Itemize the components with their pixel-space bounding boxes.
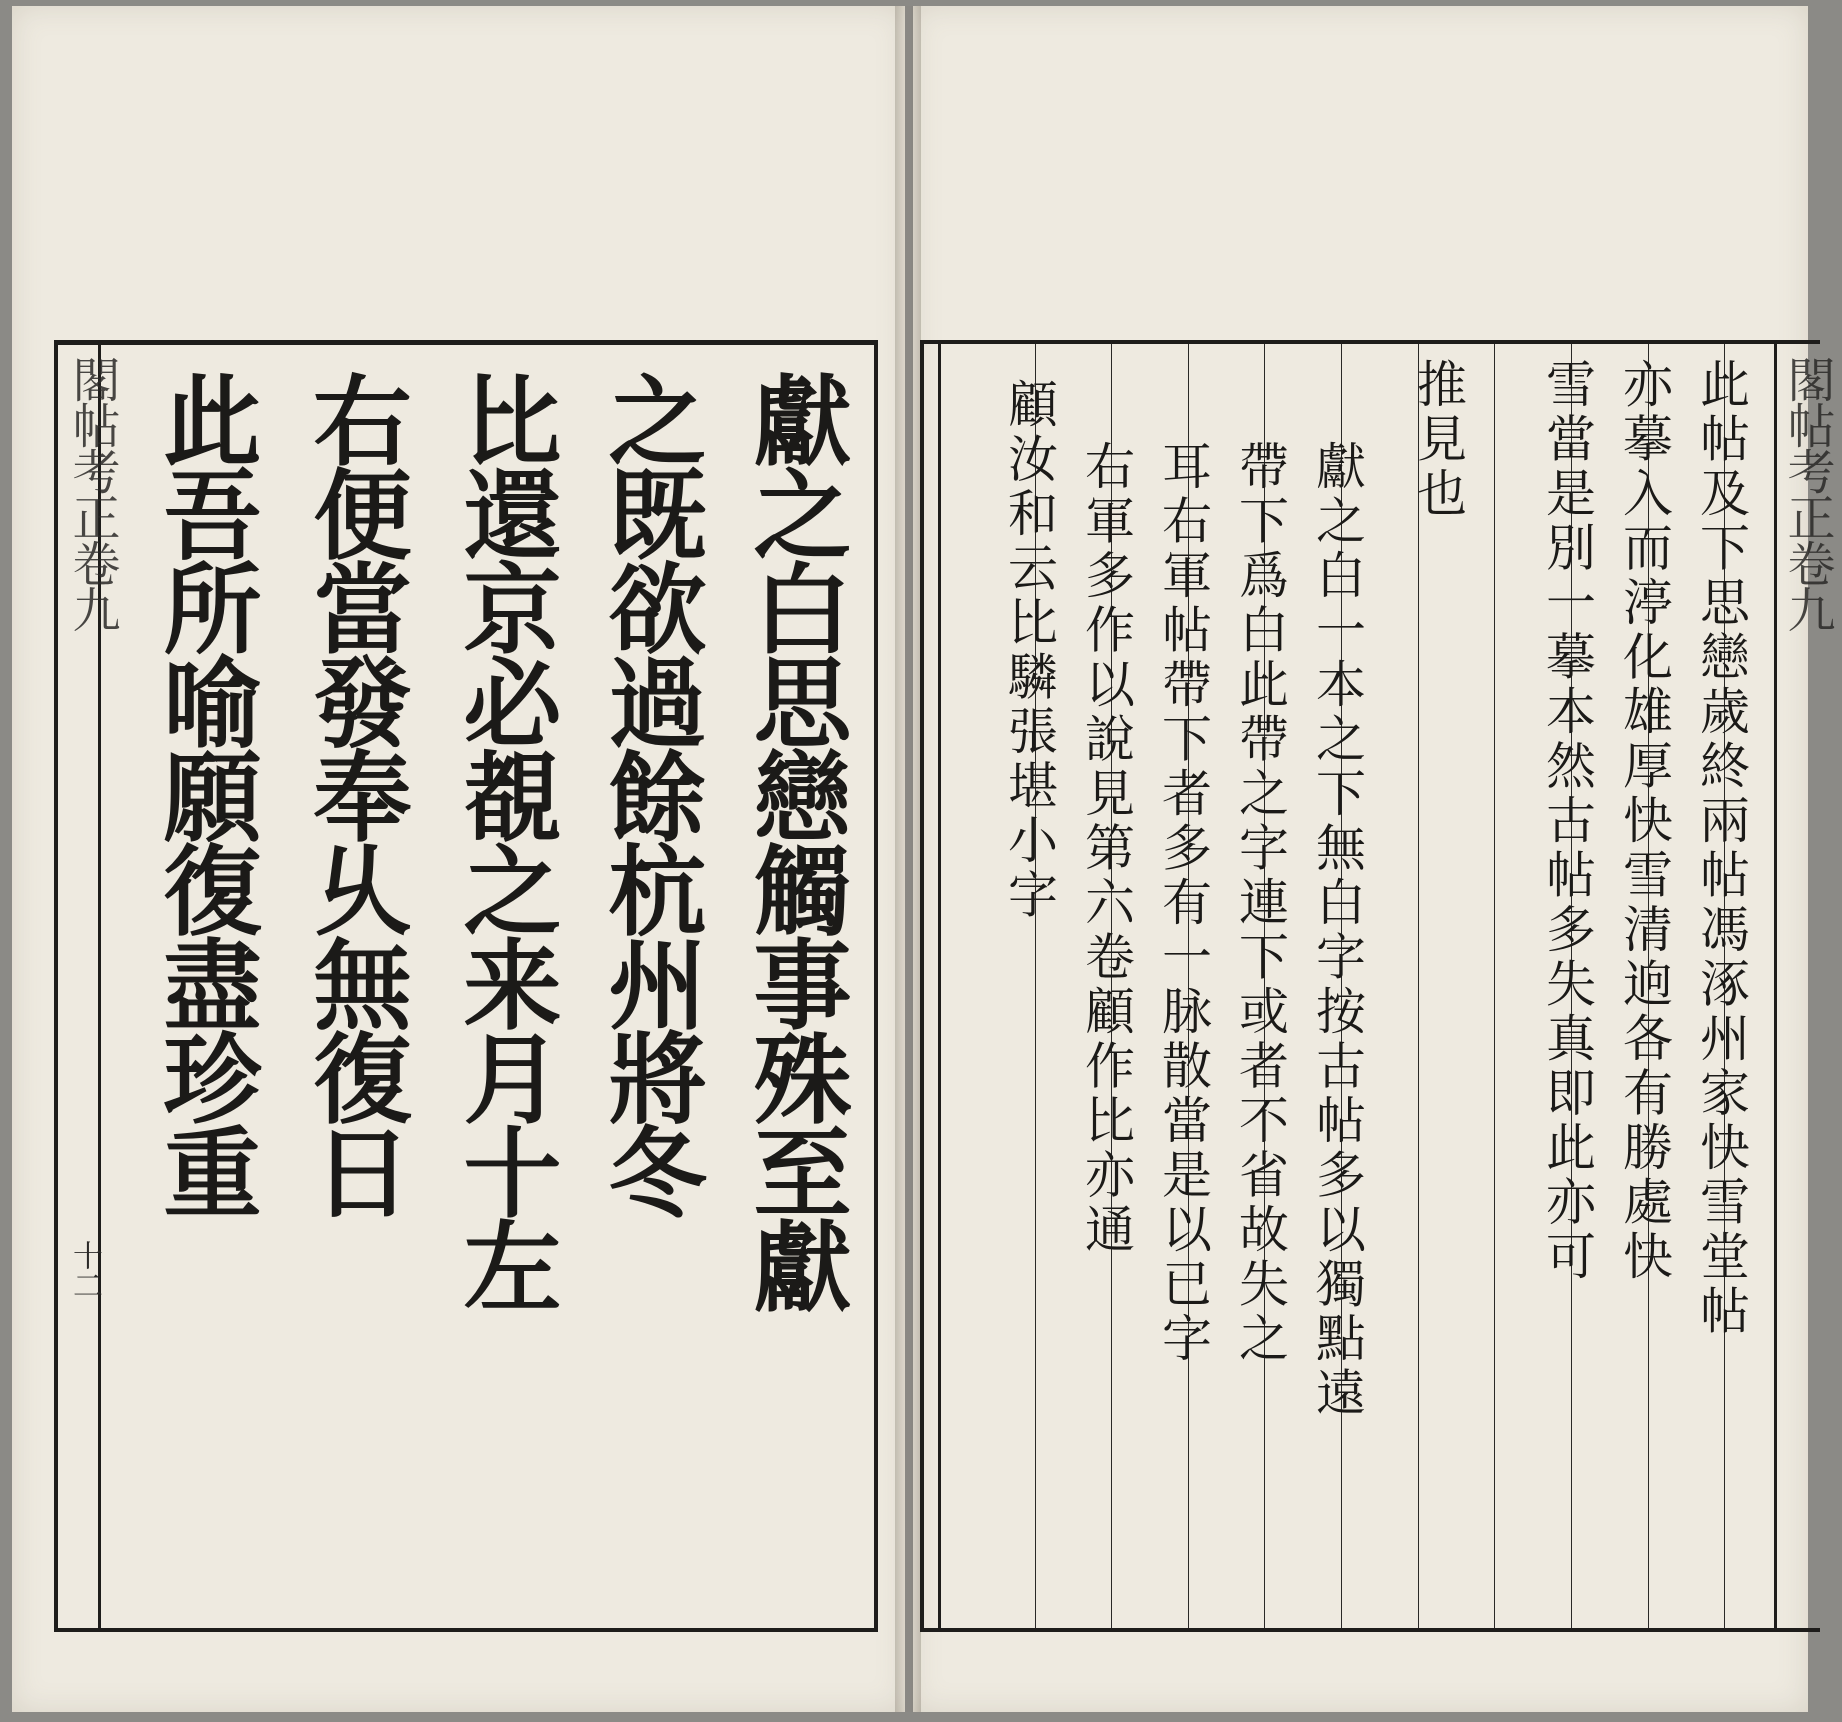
main-column-4: 右便當發奉乆無復日 (297, 370, 412, 1216)
main-column-5: 此吾所喻願復盡珍重 (147, 370, 262, 1216)
commentary-column-1: 此帖及下思戀歲終兩帖馮涿州家快雪堂帖 (1692, 358, 1750, 1339)
main-column-3: 比還京必覩之来月十左 (447, 370, 562, 1310)
book-gutter (895, 6, 921, 1712)
column-rule (1494, 344, 1495, 1628)
main-column-1: 獻之白思戀觸事殊至獻 (737, 370, 852, 1310)
commentary-column-7: 帶下爲白此帶之字連下或者不省故失之 (1231, 440, 1289, 1367)
left-margin-title: 閣帖考正卷九 (64, 355, 120, 631)
folio-number: 十二 (67, 1240, 102, 1300)
commentary-column-6: 獻之白一本之下無白字按古帖多以獨點遠 (1308, 440, 1366, 1421)
commentary-column-2: 亦摹入而渟化雄厚快雪清逈各有勝處快 (1615, 358, 1673, 1285)
main-column-2: 之既欲過餘杭州將冬 (592, 370, 707, 1216)
commentary-column-3: 雪當是別一摹本然古帖多失真即此亦可 (1538, 358, 1596, 1285)
column-rule (1418, 344, 1419, 1628)
right-margin-title: 閣帖考正卷九 (1779, 355, 1835, 631)
inner-frame-rule (938, 344, 941, 1628)
commentary-column-9: 右軍多作以說見第六卷顧作比亦通 (1077, 440, 1135, 1258)
commentary-column-10: 顧汝和云比驎張堪小字 (1000, 378, 1058, 923)
commentary-column-8: 耳右軍帖帶下者多有一脉散當是以已字 (1154, 440, 1212, 1367)
commentary-column-4: 推見也 (1409, 358, 1467, 522)
